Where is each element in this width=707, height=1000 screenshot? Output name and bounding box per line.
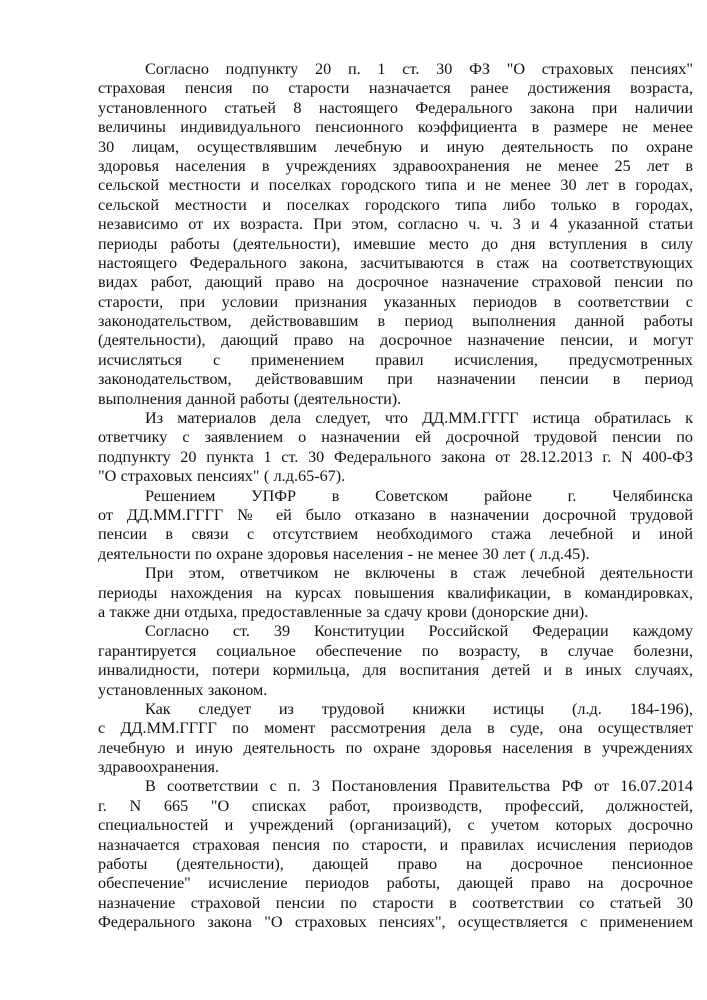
text-line: Согласно ст. 39 Конституции Российской Федерации каждому bbox=[145, 622, 693, 641]
text-line: Как следует из трудовой книжки истицы (л.д. 184-196), bbox=[145, 699, 693, 718]
text-line: гарантируется социальное обеспечение по возрасту, в случае болезни, bbox=[98, 641, 693, 660]
paragraph bbox=[98, 777, 693, 932]
text-line: установленных законом. bbox=[98, 680, 268, 699]
text-line: здоровья населения в учреждениях здравоохранения не менее 25 лет в bbox=[98, 156, 693, 175]
text-line: величины индивидуального пенсионного коэффициента в размере не менее bbox=[98, 118, 693, 137]
text-line: от ДД.ММ.ГГГГ № ей было отказано в назначении досрочной трудовой bbox=[98, 505, 693, 524]
document-text-block bbox=[98, 60, 693, 933]
text-line: обеспечение" исчисление периодов работы, дающей право на досрочное bbox=[98, 874, 693, 893]
text-line: видах работ, дающий право на досрочное назначение страховой пенсии по bbox=[98, 273, 693, 292]
paragraph bbox=[98, 622, 693, 700]
text-line: Федерального закона "О страховых пенсиях", осуществляется с применением bbox=[98, 913, 693, 932]
text-line: ответчику с заявлением о назначении ей досрочной трудовой пенсии по bbox=[98, 428, 693, 447]
text-line: старости, при условии признания указанных периодов в соответствии с bbox=[98, 292, 693, 311]
paragraph bbox=[98, 60, 693, 409]
text-line: деятельности по охране здоровья населения - не менее 30 лет ( л.д.45). bbox=[98, 544, 590, 563]
text-line: а также дни отдыха, предоставленные за сдачу крови (донорские дни). bbox=[98, 602, 589, 621]
text-line: независимо от их возраста. При этом, согласно ч. ч. 3 и 4 указанной статьи bbox=[98, 215, 693, 234]
text-line: пенсии в связи с отсутствием необходимого стажа лечебной и иной bbox=[98, 525, 693, 544]
text-line: подпункту 20 пункта 1 ст. 30 Федерального закона от 28.12.2013 г. N 400-ФЗ bbox=[98, 447, 693, 466]
text-line: периоды работы (деятельности), имевшие место до дня вступления в силу bbox=[98, 234, 693, 253]
text-line: специальностей и учреждений (организаций), с учетом которых досрочно bbox=[98, 816, 693, 835]
text-line: законодательством, действовавшим в период выполнения данной работы bbox=[98, 312, 693, 331]
text-line: сельской местности и поселках городского типа и не менее 30 лет в городах, bbox=[98, 176, 693, 195]
paragraph bbox=[98, 700, 693, 778]
paragraph bbox=[98, 564, 693, 622]
text-line: "О страховых пенсиях" ( л.д.65-67). bbox=[98, 467, 346, 486]
text-line: В соответствии с п. 3 Постановления Правительства РФ от 16.07.2014 bbox=[145, 777, 693, 796]
text-line: инвалидности, потери кормильца, для воспитания детей и в иных случаях, bbox=[98, 661, 693, 680]
text-line: страховая пенсия по старости назначается ранее достижения возраста, bbox=[98, 79, 693, 98]
text-line: настоящего Федерального закона, засчитываются в стаж на соответствующих bbox=[98, 253, 693, 272]
text-line: здравоохранения. bbox=[98, 758, 219, 777]
paragraph bbox=[98, 409, 693, 487]
text-line: периоды нахождения на курсах повышения квалификации, в командировках, bbox=[98, 583, 693, 602]
text-line: 30 лицам, осуществлявшим лечебную и иную деятельность по охране bbox=[98, 137, 693, 156]
text-line: При этом, ответчиком не включены в стаж лечебной деятельности bbox=[145, 564, 693, 583]
text-line: г. N 665 "О списках работ, производств, профессий, должностей, bbox=[98, 796, 693, 815]
text-line: (деятельности), дающий право на досрочное назначение пенсии, и могут bbox=[98, 331, 693, 350]
text-line: назначение страховой пенсии по старости в соответствии со статьей 30 bbox=[98, 893, 693, 912]
text-line: выполнения данной работы (деятельности). bbox=[98, 389, 402, 408]
text-line: установленного статьей 8 настоящего Федерального закона при наличии bbox=[98, 98, 693, 117]
text-line: исчисляться с применением правил исчисления, предусмотренных bbox=[98, 350, 693, 369]
text-line: законодательством, действовавшим при назначении пенсии в период bbox=[98, 370, 693, 389]
text-line: лечебную и иную деятельность по охране здоровья населения в учреждениях bbox=[98, 738, 693, 757]
text-line: Из материалов дела следует, что ДД.ММ.ГГГГ истица обратилась к bbox=[145, 409, 693, 428]
text-line: Согласно подпункту 20 п. 1 ст. 30 ФЗ "О страховых пенсиях" bbox=[145, 60, 693, 78]
text-line: работы (деятельности), дающей право на досрочное пенсионное bbox=[98, 855, 693, 874]
text-line: назначается страховая пенсия по старости, и правилах исчисления периодов bbox=[98, 835, 693, 854]
text-line: сельской местности и поселках городского типа либо только в городах, bbox=[98, 195, 693, 214]
text-line: Решением УПФР в Советском районе г. Челябинска bbox=[145, 486, 693, 505]
text-line: с ДД.ММ.ГГГГ по момент рассмотрения дела в суде, она осуществляет bbox=[98, 719, 693, 738]
paragraph bbox=[98, 487, 693, 565]
